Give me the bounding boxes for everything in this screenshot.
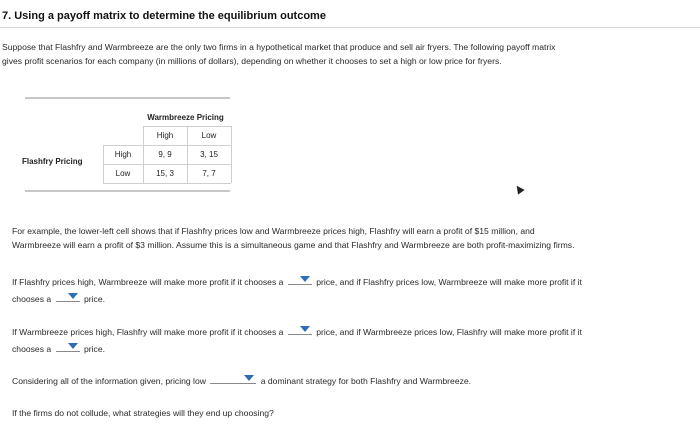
question-2-text: chooses a [12, 344, 52, 354]
question-1-text: chooses a [12, 294, 52, 304]
payoff-cell: 9, 9 [158, 150, 172, 159]
question-3-line [12, 374, 471, 388]
question-2-line-1 [12, 325, 582, 339]
intro-line-1: Suppose that Flashfry and Warmbreeze are the only two firms in a hypothetical market that produce and sell air fryers. The following payoff matrix [2, 42, 556, 52]
chevron-down-icon [300, 276, 310, 282]
col-header-low: Low [201, 131, 217, 140]
question-4-line: If the firms do not collude, what strategies will they end up choosing? [12, 408, 274, 418]
question-1-line-1 [12, 275, 582, 289]
column-player-label: Warmbreeze Pricing [147, 113, 224, 122]
payoff-cell: 15, 3 [156, 169, 174, 178]
question-1-text: If Flashfry prices high, Warmbreeze will make more profit if it chooses a [12, 277, 284, 287]
question-title: 7. Using a payoff matrix to determine the equilibrium outcome [2, 10, 326, 22]
question-2-line-2 [12, 342, 105, 356]
chevron-down-icon [68, 293, 78, 299]
question-1-text: price, and if Flashfry prices low, Warmbreeze will make more profit if it [316, 277, 582, 287]
intro-line-2: gives profit scenarios for each company (in millions of dollars), depending on whether it chooses to set a high or low price for fryers. [2, 56, 502, 66]
question-2-text: price, and if Warmbreeze prices low, Flashfry will make more profit if it [316, 327, 582, 337]
question-3-text: Considering all of the information given, pricing low [12, 376, 206, 386]
title-divider [0, 27, 700, 28]
mouse-cursor-icon [513, 183, 524, 194]
chevron-down-icon [68, 343, 78, 349]
q1-dropdown-1[interactable] [288, 275, 312, 285]
matrix-top-rule [25, 97, 230, 99]
row-header-low: Low [115, 169, 131, 178]
q1-dropdown-2[interactable] [56, 292, 80, 302]
grid-line [103, 145, 231, 146]
chevron-down-icon [244, 375, 254, 381]
q2-dropdown-1[interactable] [288, 325, 312, 335]
grid-line [103, 183, 231, 184]
grid-line [103, 164, 231, 165]
example-line-1: For example, the lower-left cell shows that if Flashfry prices low and Warmbreeze prices high, Flashfry will earn a profit of $15 million, and [12, 226, 535, 236]
question-3-text: a dominant strategy for both Flashfry and Warmbreeze. [260, 376, 472, 386]
payoff-cell: 7, 7 [202, 169, 216, 178]
question-1-text: price. [83, 294, 105, 304]
matrix-bottom-rule [25, 190, 230, 192]
q3-dropdown[interactable] [210, 374, 256, 384]
grid-line [231, 126, 232, 183]
example-line-2: Warmbreeze will earn a profit of $3 million. Assume this is a simultaneous game and that Flashfry and Warmbreeze are both profit-maximizing firms. [12, 240, 575, 250]
q2-dropdown-2[interactable] [56, 342, 80, 352]
payoff-cell: 3, 15 [200, 150, 218, 159]
chevron-down-icon [300, 326, 310, 332]
question-2-text: price. [83, 344, 105, 354]
col-header-high: High [156, 131, 174, 140]
question-1-line-2 [12, 292, 105, 306]
question-2-text: If Warmbreeze prices high, Flashfry will make more profit if it chooses a [12, 327, 284, 337]
row-header-high: High [114, 150, 132, 159]
row-player-label: Flashfry Pricing [22, 157, 83, 166]
